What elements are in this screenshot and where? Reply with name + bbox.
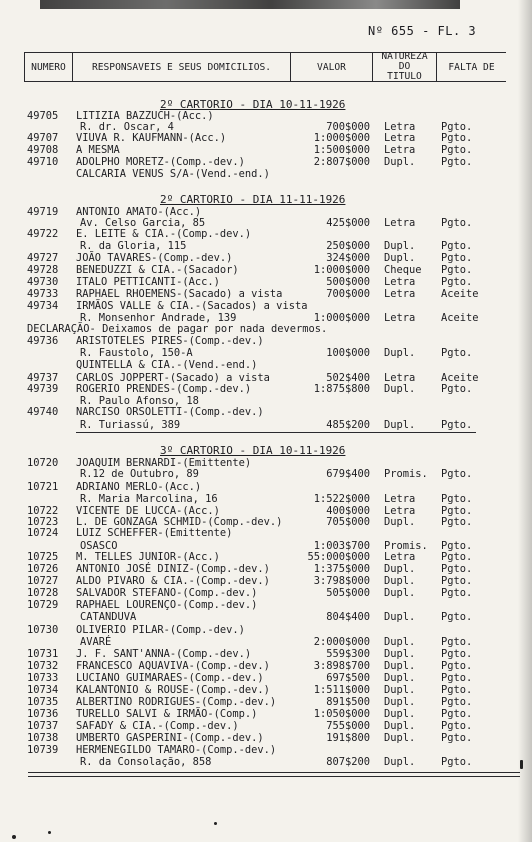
header-valor: VALOR: [317, 62, 346, 73]
row-name: VIUVA R. KAUFMANN-(Acc.): [76, 132, 227, 144]
section-title: 2º CARTORIO - DIA 10-11-1926: [160, 98, 346, 111]
row-name: ANTONIO AMATO-(Acc.): [76, 206, 202, 218]
row-name: OLIVERIO PILAR-(Comp.-dev.): [76, 624, 245, 636]
row-name: SALVADOR STEFANO-(Comp.-dev.): [76, 587, 258, 599]
row-natureza: Letra: [384, 312, 416, 324]
row-falta: Pgto.: [441, 720, 473, 732]
header-natureza-1: NATUREZA: [381, 51, 428, 62]
row-address: Av. Celso Garcia, 85: [80, 217, 206, 229]
header-natureza-2: DO: [398, 61, 411, 72]
row-valor: 324$000: [326, 252, 370, 264]
row-address: R. Faustolo, 150-A: [80, 347, 193, 359]
row-falta: Pgto.: [441, 121, 473, 133]
row-natureza: Letra: [384, 144, 416, 156]
row-numero: 10731: [27, 648, 59, 660]
row-valor: 807$200: [326, 756, 370, 768]
row-natureza: Dupl.: [384, 587, 416, 599]
row-falta: Pgto.: [441, 505, 473, 517]
row-valor: 559$300: [326, 648, 370, 660]
row-name: ANTONIO JOSÉ DINIZ-(Comp.-dev.): [76, 563, 270, 575]
row-falta: Aceite: [441, 372, 479, 384]
row-address: R. da Gloria, 115: [80, 240, 187, 252]
row-natureza: Letra: [384, 288, 416, 300]
row-natureza: Dupl.: [384, 696, 416, 708]
row-valor: 2:000$000: [313, 636, 370, 648]
row-valor: 700$000: [326, 288, 370, 300]
row-name: CARLOS JOPPERT-(Sacado) a vista: [76, 372, 270, 384]
header-natureza-3: TITULO: [387, 71, 422, 82]
row-natureza: Dupl.: [384, 419, 416, 431]
row-name: IRMÃOS VALLE & CIA.-(Sacados) a vista: [76, 300, 308, 312]
row-numero: 10728: [27, 587, 59, 599]
row-natureza: Promis.: [384, 468, 428, 480]
row-valor: 500$000: [326, 276, 370, 288]
row-falta: Pgto.: [441, 276, 473, 288]
row-valor: 485$200: [326, 419, 370, 431]
row-address: R.12 de Outubro, 89: [80, 468, 199, 480]
row-numero: 10739: [27, 744, 59, 756]
row-natureza: Dupl.: [384, 648, 416, 660]
row-natureza: Dupl.: [384, 575, 416, 587]
row-natureza: Letra: [384, 493, 416, 505]
row-numero: 49740: [27, 406, 59, 418]
row-falta: Pgto.: [441, 468, 473, 480]
row-name: M. TELLES JUNIOR-(Acc.): [76, 551, 220, 563]
row-valor: 1:522$000: [313, 493, 370, 505]
row-name: J. F. SANT'ANNA-(Comp.-dev.): [76, 648, 252, 660]
row-natureza: Dupl.: [384, 252, 416, 264]
row-numero: 10723: [27, 516, 59, 528]
row-name: ALDO PIVARO & CIA.-(Comp.-dev.): [76, 575, 270, 587]
row-valor: 679$400: [326, 468, 370, 480]
row-falta: Pgto.: [441, 516, 473, 528]
row-natureza: Dupl.: [384, 611, 416, 623]
row-valor: 3:798$000: [313, 575, 370, 587]
row-address: R. Maria Marcolina, 16: [80, 493, 218, 505]
row-name: ADOLPHO MORETZ-(Comp.-dev.): [76, 156, 245, 168]
row-name: BENEDUZZI & CIA.-(Sacador): [76, 264, 239, 276]
row-name: JOÃO TAVARES-(Comp.-dev.): [76, 252, 233, 264]
row-name: UMBERTO GASPERINI-(Comp.-dev.): [76, 732, 264, 744]
footer-rule-2: [28, 776, 520, 777]
row-falta: Pgto.: [441, 156, 473, 168]
row-name: SAFADY & CIA.-(Comp.-dev.): [76, 720, 239, 732]
header-falta-de: FALTA DE: [448, 62, 495, 73]
row-name: ADRIANO MERLO-(Acc.): [76, 481, 202, 493]
scan-speck: [214, 822, 217, 825]
row-numero: 10724: [27, 527, 59, 539]
row-falta: Pgto.: [441, 672, 473, 684]
row-falta: Pgto.: [441, 756, 473, 768]
row-name: ROGERIO PRENDES-(Comp.-dev.): [76, 383, 252, 395]
row-numero: 10737: [27, 720, 59, 732]
scan-speck: [12, 835, 16, 839]
row-natureza: Dupl.: [384, 563, 416, 575]
row-falta: Pgto.: [441, 575, 473, 587]
row-numero: 10722: [27, 505, 59, 517]
row-natureza: Dupl.: [384, 347, 416, 359]
row-numero: 10720: [27, 457, 59, 469]
row-numero: 10732: [27, 660, 59, 672]
row-numero: 10721: [27, 481, 59, 493]
row-numero: 49739: [27, 383, 59, 395]
row-natureza: Dupl.: [384, 720, 416, 732]
row-falta: Pgto.: [441, 132, 473, 144]
row-name: ALBERTINO RODRIGUES-(Comp.-dev.): [76, 696, 277, 708]
row-valor: 1:000$000: [313, 264, 370, 276]
row-natureza: Dupl.: [384, 732, 416, 744]
row-address: OSASCO: [80, 540, 118, 552]
row-address: AVARÉ: [80, 636, 112, 648]
row-name: E. LEITE & CIA.-(Comp.-dev.): [76, 228, 252, 240]
row-falta: Pgto.: [441, 732, 473, 744]
row-valor: 400$000: [326, 505, 370, 517]
row-address: R. Paulo Afonso, 18: [80, 395, 199, 407]
row-valor: 891$500: [326, 696, 370, 708]
row-numero: 49722: [27, 228, 59, 240]
header-numero: NUMERO: [31, 62, 66, 73]
row-name: FRANCESCO AQUAVIVA-(Comp.-dev.): [76, 660, 270, 672]
row-valor: 755$000: [326, 720, 370, 732]
row-natureza: Letra: [384, 551, 416, 563]
row-natureza: Dupl.: [384, 636, 416, 648]
row-falta: Pgto.: [441, 383, 473, 395]
row-name: QUINTELLA & CIA.-(Vend.-end.): [76, 359, 258, 371]
row-numero: 10727: [27, 575, 59, 587]
row-name: KALANTONIO & ROUSE-(Comp.-dev.): [76, 684, 270, 696]
row-numero: 49734: [27, 300, 59, 312]
row-name: LITIZIA BAZZUCH-(Acc.): [76, 110, 214, 122]
footer-rule-1: [28, 772, 520, 773]
row-falta: Pgto.: [441, 540, 473, 552]
row-falta: Pgto.: [441, 264, 473, 276]
row-name: A MESMA: [76, 144, 120, 156]
row-natureza: Dupl.: [384, 684, 416, 696]
row-falta: Pgto.: [441, 648, 473, 660]
row-name: HERMENEGILDO TAMARO-(Comp.-dev.): [76, 744, 277, 756]
row-valor: 3:898$700: [313, 660, 370, 672]
row-falta: Pgto.: [441, 696, 473, 708]
row-natureza: Dupl.: [384, 672, 416, 684]
row-numero: 49719: [27, 206, 59, 218]
row-natureza: Letra: [384, 217, 416, 229]
row-falta: Pgto.: [441, 587, 473, 599]
row-natureza: Letra: [384, 505, 416, 517]
row-name: NARCISO ORSOLETTI-(Comp.-dev.): [76, 406, 264, 418]
row-falta: Pgto.: [441, 419, 473, 431]
row-valor: 2:807$000: [313, 156, 370, 168]
row-natureza: Letra: [384, 121, 416, 133]
row-numero: 49737: [27, 372, 59, 384]
row-numero: 49728: [27, 264, 59, 276]
row-valor: 1:875$800: [313, 383, 370, 395]
row-valor: 425$000: [326, 217, 370, 229]
row-valor: 1:511$000: [313, 684, 370, 696]
row-valor: 250$000: [326, 240, 370, 252]
row-name: TURELLO SALVI & IRMÃO-(Comp.): [76, 708, 258, 720]
row-address: R. Monsenhor Andrade, 139: [80, 312, 237, 324]
row-falta: Pgto.: [441, 708, 473, 720]
row-falta: Pgto.: [441, 636, 473, 648]
row-valor: 1:000$000: [313, 132, 370, 144]
row-natureza: Dupl.: [384, 156, 416, 168]
row-valor: 505$000: [326, 587, 370, 599]
row-name: L. DE GONZAGA SCHMID-(Comp.-dev.): [76, 516, 283, 528]
sheet-number: Nº 655 - FL. 3: [368, 24, 477, 38]
row-numero: 49736: [27, 335, 59, 347]
row-numero: 49710: [27, 156, 59, 168]
declaration-note: DECLARAÇÃO- Deixamos de pagar por nada devermos.: [27, 323, 328, 335]
row-name: VICENTE DE LUCCA-(Acc.): [76, 505, 220, 517]
scan-right-edge-shadow: [518, 0, 532, 842]
row-name: RAPHAEL LOURENÇO-(Comp.-dev.): [76, 599, 258, 611]
row-natureza: Letra: [384, 372, 416, 384]
row-numero: 49707: [27, 132, 59, 144]
row-natureza: Dupl.: [384, 240, 416, 252]
row-numero: 10730: [27, 624, 59, 636]
row-natureza: Letra: [384, 276, 416, 288]
row-valor: 1:500$000: [313, 144, 370, 156]
row-falta: Pgto.: [441, 660, 473, 672]
row-name: CALCARIA VENUS S/A-(Vend.-end.): [76, 168, 270, 180]
row-name: RAPHAEL RHOEMENS-(Sacado) a vista: [76, 288, 283, 300]
row-name: ARISTOTELES PIRES-(Comp.-dev.): [76, 335, 264, 347]
row-address: R. dr. Oscar, 4: [80, 121, 174, 133]
row-numero: 10733: [27, 672, 59, 684]
scan-speck: [48, 831, 51, 834]
row-falta: Pgto.: [441, 611, 473, 623]
row-valor: 55:000$000: [307, 551, 370, 563]
section-title: 2º CARTORIO - DIA 11-11-1926: [160, 193, 346, 206]
row-numero: 10735: [27, 696, 59, 708]
row-name: LUIZ SCHEFFER-(Emittente): [76, 527, 233, 539]
row-natureza: Cheque: [384, 264, 422, 276]
scan-top-stain: [40, 0, 460, 9]
row-numero: 49733: [27, 288, 59, 300]
header-responsaveis: RESPONSAVEIS E SEUS DOMICILIOS.: [91, 62, 272, 73]
row-natureza: Dupl.: [384, 660, 416, 672]
row-name: ITALO PETTICANTI-(Acc.): [76, 276, 220, 288]
row-falta: Pgto.: [441, 240, 473, 252]
row-numero: 10738: [27, 732, 59, 744]
row-address: R. Turiassú, 389: [80, 419, 181, 431]
row-falta: Aceite: [441, 312, 479, 324]
row-numero: 10725: [27, 551, 59, 563]
row-natureza: Dupl.: [384, 516, 416, 528]
row-numero: 10729: [27, 599, 59, 611]
row-numero: 49708: [27, 144, 59, 156]
row-name: JOAQUIM BERNARDI-(Emittente): [76, 457, 252, 469]
row-name: LUCIANO GUIMARAES-(Comp.-dev.): [76, 672, 264, 684]
row-valor: 804$400: [326, 611, 370, 623]
row-numero: 49705: [27, 110, 59, 122]
row-valor: 700$000: [326, 121, 370, 133]
row-natureza: Dupl.: [384, 383, 416, 395]
row-valor: 1:375$000: [313, 563, 370, 575]
row-valor: 502$400: [326, 372, 370, 384]
row-natureza: Dupl.: [384, 756, 416, 768]
row-numero: 49727: [27, 252, 59, 264]
section-rule: [76, 432, 476, 433]
row-valor: 1:050$000: [313, 708, 370, 720]
row-natureza: Promis.: [384, 540, 428, 552]
row-falta: Pgto.: [441, 347, 473, 359]
row-falta: Pgto.: [441, 684, 473, 696]
row-valor: 1:000$000: [313, 312, 370, 324]
row-falta: Pgto.: [441, 563, 473, 575]
row-valor: 100$000: [326, 347, 370, 359]
row-numero: 49730: [27, 276, 59, 288]
row-falta: Pgto.: [441, 252, 473, 264]
row-address: CATANDUVA: [80, 611, 137, 623]
section-title: 3º CARTORIO - DIA 10-11-1926: [160, 444, 346, 457]
row-natureza: Letra: [384, 132, 416, 144]
row-valor: 1:003$700: [313, 540, 370, 552]
row-falta: Pgto.: [441, 551, 473, 563]
row-natureza: Dupl.: [384, 708, 416, 720]
scan-speck: [520, 760, 523, 769]
row-address: R. da Consolação, 858: [80, 756, 212, 768]
row-numero: 10736: [27, 708, 59, 720]
row-falta: Aceite: [441, 288, 479, 300]
row-valor: 705$000: [326, 516, 370, 528]
row-numero: 10734: [27, 684, 59, 696]
row-falta: Pgto.: [441, 144, 473, 156]
row-valor: 191$800: [326, 732, 370, 744]
row-numero: 10726: [27, 563, 59, 575]
row-valor: 697$500: [326, 672, 370, 684]
row-falta: Pgto.: [441, 217, 473, 229]
row-falta: Pgto.: [441, 493, 473, 505]
